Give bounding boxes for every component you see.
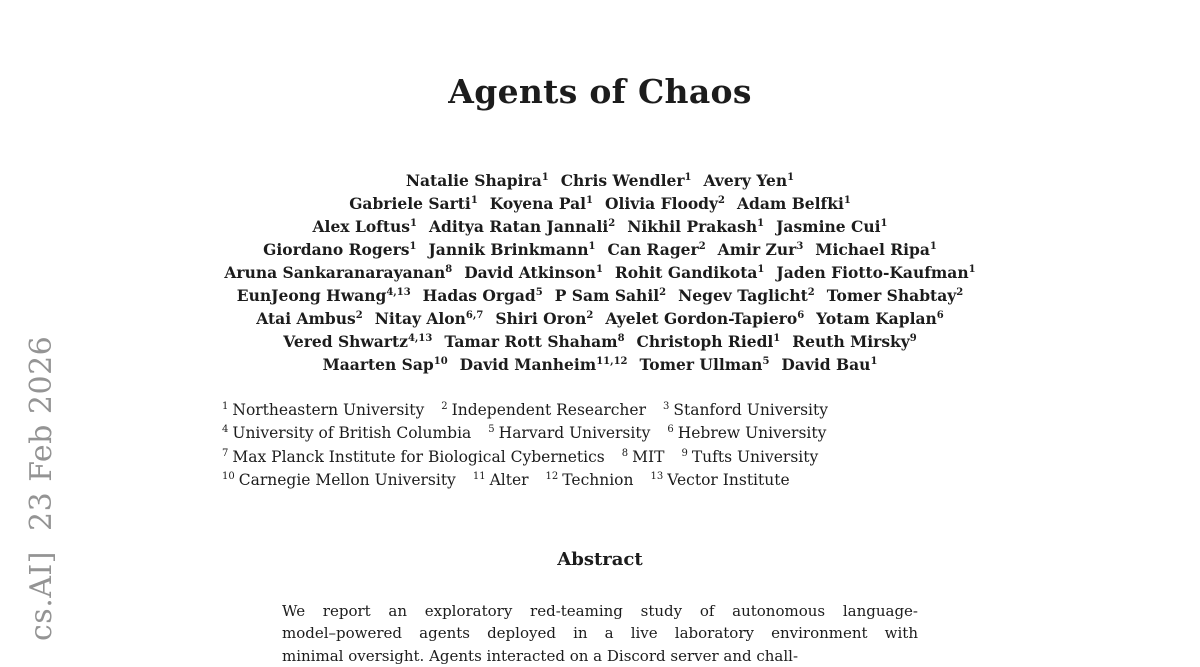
author-affiliation-sup: 6 — [936, 309, 944, 321]
author-name: Can Rager — [607, 240, 699, 259]
author — [555, 286, 666, 305]
affiliation-name: Independent Researcher — [451, 401, 646, 419]
affiliation-name: Northeastern University — [232, 401, 425, 419]
affiliation-sup: 7 — [222, 447, 229, 459]
author-name: Olivia Floody — [604, 194, 719, 213]
author-affiliation-sup: 8 — [445, 263, 453, 275]
author-name: Aditya Ratan Jannali — [428, 217, 609, 236]
author-affiliation-sup: 2 — [586, 309, 594, 321]
affiliation-sup: 8 — [621, 447, 629, 459]
author-name: Jaden Fiotto-Kaufman — [776, 263, 969, 282]
author-name: Giordano Rogers — [263, 240, 410, 259]
affiliation-sup: 4 — [222, 424, 229, 436]
author — [776, 263, 975, 282]
author-affiliation-sup: 1 — [929, 240, 937, 252]
author-affiliation-sup: 1 — [968, 263, 976, 275]
author — [495, 309, 593, 328]
affiliation — [681, 448, 818, 466]
affiliation-sup: 5 — [488, 424, 495, 436]
affiliation-sup: 11 — [472, 471, 486, 483]
abstract-line: minimal oversight. Agents interacted on a Discord server and chall- — [282, 646, 799, 665]
author — [776, 217, 887, 236]
abstract-body — [282, 600, 918, 667]
author-affiliation-sup: 1 — [773, 332, 781, 344]
author-line — [0, 330, 1200, 353]
author-affiliation-sup: 8 — [617, 332, 625, 344]
affiliation — [622, 448, 665, 466]
author — [737, 194, 851, 213]
author — [608, 240, 706, 259]
author — [627, 217, 764, 236]
author — [349, 194, 478, 213]
author-line — [0, 353, 1200, 376]
author-affiliation-sup: 2 — [608, 217, 616, 229]
author-affiliation-sup: 4,13 — [407, 332, 433, 344]
author-name: Rohit Gandikota — [614, 263, 758, 282]
author-name: Michael Ripa — [815, 240, 930, 259]
author-line — [0, 169, 1200, 192]
author-affiliation-sup: 1 — [588, 240, 596, 252]
affiliation-sup: 6 — [667, 424, 674, 436]
abstract-line: We report an exploratory red-teaming study of autonomous language- — [282, 602, 918, 620]
author-name: Aruna Sankaranarayanan — [224, 263, 446, 282]
affiliation-lines — [222, 399, 845, 493]
author-name: Tomer Ullman — [639, 355, 763, 374]
author-name: Negev Taglicht — [678, 286, 808, 305]
affiliation-sup: 10 — [222, 471, 235, 483]
affiliation-name: Technion — [562, 471, 634, 490]
author — [615, 263, 764, 282]
author — [263, 240, 416, 259]
author — [605, 194, 725, 213]
author-affiliation-sup: 2 — [698, 240, 706, 252]
author-affiliation-sup: 1 — [843, 194, 851, 206]
author-affiliation-sup: 2 — [807, 286, 815, 298]
author-name: Shiri Oron — [495, 309, 587, 328]
author — [464, 263, 603, 282]
author — [375, 309, 484, 328]
author — [283, 332, 432, 351]
author — [703, 171, 794, 190]
author — [423, 286, 543, 305]
author-name: Reuth Mirsky — [792, 332, 910, 351]
author-name: Atai Ambus — [256, 309, 356, 328]
author-affiliation-sup: 3 — [796, 240, 804, 252]
author-affiliation-sup: 2 — [718, 194, 725, 206]
author-name: Adam Belfki — [736, 194, 844, 213]
affiliation — [488, 424, 650, 442]
author — [718, 240, 804, 259]
author-affiliation-sup: 1 — [470, 194, 478, 206]
author-line — [0, 192, 1200, 215]
author-affiliation-sup: 6,7 — [465, 309, 484, 321]
author — [237, 286, 411, 305]
author-affiliation-sup: 1 — [757, 217, 765, 229]
affiliation — [222, 448, 605, 466]
author — [490, 194, 593, 213]
author-name: Chris Wendler — [560, 171, 685, 190]
author-affiliation-sup: 2 — [956, 286, 964, 298]
author — [561, 171, 692, 190]
author — [323, 355, 448, 374]
author — [816, 309, 944, 328]
author-name: Gabriele Sarti — [349, 194, 471, 213]
affiliation-name: Vector Institute — [667, 471, 790, 490]
author — [429, 217, 615, 236]
author-affiliation-sup: 4,13 — [386, 286, 411, 298]
author-lines — [0, 169, 1200, 376]
author — [406, 171, 549, 190]
author-affiliation-sup: 5 — [762, 355, 770, 367]
author — [815, 240, 937, 259]
author-affiliation-sup: 1 — [409, 240, 417, 252]
affiliation-sup: 13 — [650, 471, 664, 483]
author-affiliation-sup: 1 — [787, 171, 795, 183]
author — [827, 286, 963, 305]
author-line — [0, 284, 1200, 307]
author-name: Nitay Alon — [374, 309, 466, 328]
author — [224, 263, 452, 282]
author-name: David Atkinson — [464, 263, 596, 282]
author-name: Tomer Shabtay — [826, 286, 957, 305]
affiliation-name: Harvard University — [498, 424, 651, 443]
author-affiliation-sup: 10 — [433, 355, 448, 367]
affiliation — [667, 424, 826, 442]
author — [428, 240, 595, 259]
author-name: EunJeong Hwang — [236, 286, 387, 305]
author — [444, 332, 624, 351]
author-name: Maarten Sap — [322, 355, 434, 374]
abstract-line: model–powered agents deployed in a live laboratory environment with — [282, 624, 918, 643]
author-affiliation-sup: 1 — [870, 355, 878, 367]
author — [678, 286, 815, 305]
author-affiliation-sup: 1 — [541, 171, 549, 183]
author-name: Natalie Shapira — [405, 171, 542, 190]
arxiv-watermark: cs.AI] 23 Feb 2026 — [24, 335, 59, 641]
affiliation — [222, 471, 456, 489]
author-name: Amir Zur — [717, 240, 797, 259]
author-name: Yotam Kaplan — [816, 309, 937, 328]
author-affiliation-sup: 1 — [410, 217, 417, 229]
affiliation — [663, 401, 828, 419]
author — [460, 355, 628, 374]
author — [781, 355, 877, 374]
affiliation-name: Tufts University — [691, 447, 819, 466]
author — [256, 309, 362, 328]
affiliation-sup: 12 — [545, 471, 559, 483]
author-line — [0, 307, 1200, 330]
affiliation-name: Alter — [489, 471, 529, 490]
author-affiliation-sup: 2 — [355, 309, 363, 321]
author-name: Tamar Rott Shaham — [444, 332, 618, 351]
author-name: David Manheim — [459, 355, 597, 374]
paper-title: Agents of Chaos — [448, 72, 752, 111]
affiliation-name: Hebrew University — [677, 424, 827, 443]
affiliation-name: Stanford University — [673, 401, 828, 419]
affiliation — [473, 471, 529, 489]
author-affiliation-sup: 11,12 — [596, 355, 628, 367]
author-affiliation-sup: 1 — [684, 171, 692, 183]
affiliation — [222, 401, 424, 419]
author-name: Nikhil Prakash — [627, 217, 758, 236]
affiliation-name: Max Planck Institute for Biological Cybernetics — [232, 447, 605, 466]
author-line — [0, 215, 1200, 238]
author-name: Hadas Orgad — [422, 286, 536, 305]
author-affiliation-sup: 1 — [595, 263, 603, 275]
author-affiliation-sup: 1 — [880, 217, 888, 229]
author-name: Christoph Riedl — [636, 332, 774, 351]
author-name: Avery Yen — [703, 171, 788, 190]
author-name: Jasmine Cui — [776, 217, 881, 236]
author — [313, 217, 417, 236]
author-line — [0, 238, 1200, 261]
affiliation — [651, 471, 790, 489]
author-line — [0, 261, 1200, 284]
affiliation-name: MIT — [632, 447, 665, 466]
author — [605, 309, 804, 328]
affiliation-name: Carnegie Mellon University — [238, 471, 456, 490]
author-name: P Sam Sahil — [554, 286, 660, 305]
affiliation — [441, 401, 646, 419]
author-name: David Bau — [781, 355, 871, 374]
author-affiliation-sup: 2 — [659, 286, 667, 298]
affiliation-sup: 3 — [662, 400, 670, 412]
author-name: Vered Shwartz — [283, 332, 408, 351]
affiliation-line — [222, 399, 845, 422]
affiliation-name: University of British Columbia — [232, 424, 472, 443]
affiliation — [546, 471, 634, 489]
author-name: Jannik Brinkmann — [428, 240, 589, 259]
affiliation-line — [222, 446, 845, 469]
affiliation-sup: 9 — [681, 447, 688, 459]
author-affiliation-sup: 1 — [586, 194, 593, 206]
affiliation-line — [222, 422, 845, 445]
author-affiliation-sup: 5 — [535, 286, 543, 298]
affiliation-line — [222, 469, 845, 492]
affiliation — [222, 424, 471, 442]
author-name: Alex Loftus — [312, 217, 411, 236]
author-name: Ayelet Gordon-Tapiero — [605, 309, 798, 328]
author — [637, 332, 781, 351]
abstract-heading: Abstract — [557, 549, 643, 570]
affiliation-sup: 1 — [222, 400, 229, 412]
affiliation-sup: 2 — [441, 400, 448, 412]
author — [640, 355, 770, 374]
author-affiliation-sup: 6 — [797, 309, 805, 321]
author-affiliation-sup: 9 — [909, 332, 917, 344]
author — [792, 332, 917, 351]
author-name: Koyena Pal — [489, 194, 587, 213]
author-affiliation-sup: 1 — [757, 263, 765, 275]
